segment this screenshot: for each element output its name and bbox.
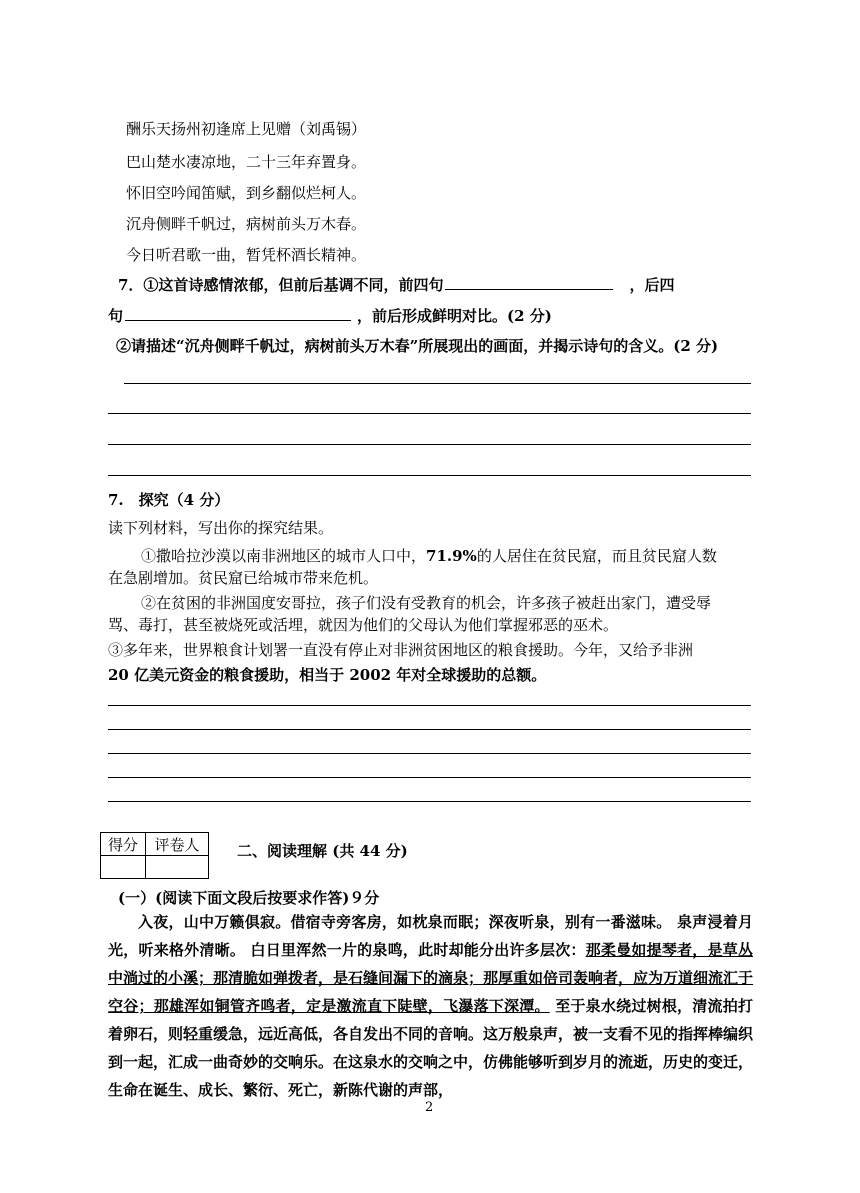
material-1 bbox=[141, 545, 717, 566]
score-cell[interactable] bbox=[101, 856, 146, 879]
answer-line[interactable] bbox=[108, 444, 751, 445]
poem-line: 沉舟侧畔千帆过，病树前头万木春。 bbox=[126, 215, 367, 233]
subsection-title: (一）(阅读下面文段后按要求作答)９分 bbox=[118, 889, 380, 907]
material-2-cont: 骂、毒打，甚至被烧死或活埋，就因为他们的父母认为他们掌握邪恶的巫术。 bbox=[108, 616, 619, 634]
material-1-cont: 在急剧增加。贫民窟已给城市带来危机。 bbox=[108, 569, 379, 587]
material-2: ②在贫困的非洲国度安哥拉，孩子们没有受教育的机会，许多孩子被赶出家门，遭受辱 bbox=[141, 594, 712, 612]
material-text: ①撒哈拉沙漠以南非洲地区的城市人口中， bbox=[141, 547, 427, 565]
passage-text: 入夜，山中万籁俱寂。借宿寺旁客房，如枕泉而眠；深夜听泉，别有一番滋味。 泉声浸着月光，听来格外清晰。 白日里浑然一片的泉鸣，此时却能分出许多层次： bbox=[108, 913, 753, 959]
reading-passage bbox=[108, 908, 753, 1104]
answer-line[interactable] bbox=[124, 383, 751, 384]
poem-line: 巴山楚水凄凉地，二十三年弃置身。 bbox=[126, 153, 367, 171]
poem-line: 今日听君歌一曲，暂凭杯酒长精神。 bbox=[126, 246, 367, 264]
material-3-cont: 20 亿美元资金的粮食援助，相当于 2002 年对全球援助的总额。 bbox=[108, 666, 547, 684]
answer-line[interactable] bbox=[108, 753, 751, 754]
passage-text: 至于泉水绕过树根，清流拍打着卵石，则轻重缓急，远近高低，各自发出不同的音响。这万般泉声，被一支看不见的指挥棒编织到一起，汇成一曲奇妙的交响乐。在这泉水的交响之中，仿佛能够听到岁月的流逝，历史的变迁，生命在诞生、成长、繁衍、死亡，新陈代谢的声部， bbox=[108, 997, 754, 1099]
answer-line[interactable] bbox=[108, 413, 751, 414]
poem-line: 怀旧空吟闻笛赋，到乡翻似烂柯人。 bbox=[126, 184, 367, 202]
question-7-line2 bbox=[108, 305, 552, 326]
answer-line[interactable] bbox=[108, 777, 751, 778]
answer-line[interactable] bbox=[108, 705, 751, 706]
inquiry-heading: 7. 探究（4 分） bbox=[108, 491, 230, 509]
material-figure: 71.9% bbox=[426, 547, 477, 565]
answer-line[interactable] bbox=[108, 729, 751, 730]
question-7-sub2: ②请描述“沉舟侧畔千帆过，病树前头万木春”所展现出的画面，并揭示诗句的含义。(2 分) bbox=[116, 337, 719, 355]
inquiry-intro: 读下列材料，写出你的探究结果。 bbox=[108, 519, 334, 537]
answer-line[interactable] bbox=[108, 475, 751, 476]
question-7-text: 句 bbox=[108, 307, 124, 325]
section-title: 二、阅读理解 (共 44 分) bbox=[237, 842, 408, 860]
answer-line[interactable] bbox=[108, 801, 751, 802]
answer-blank[interactable] bbox=[445, 275, 613, 290]
page-number: 2 bbox=[425, 1100, 434, 1115]
question-7-text: ，前后形成鲜明对比。(2 分) bbox=[357, 307, 552, 325]
poem-title: 酬乐天扬州初逢席上见赠（刘禹锡） bbox=[126, 120, 367, 138]
question-7-line1 bbox=[118, 274, 674, 295]
question-7-text: ，后四 bbox=[629, 276, 675, 294]
material-text: 的人居住在贫民窟，而且贫民窟人数 bbox=[476, 547, 717, 565]
score-header: 得分 bbox=[101, 833, 146, 856]
question-7-text: 7．①这首诗感情浓郁，但前后基调不同，前四句 bbox=[118, 276, 444, 294]
score-table bbox=[100, 832, 209, 879]
material-3: ③多年来，世界粮食计划署一直没有停止对非洲贫困地区的粮食援助。今年，又给予非洲 bbox=[108, 641, 694, 659]
grader-cell[interactable] bbox=[146, 856, 209, 879]
answer-blank[interactable] bbox=[125, 306, 351, 321]
grader-header: 评卷人 bbox=[146, 833, 209, 856]
passage-underlined: 那柔曼如提琴者，是草丛中淌过的小溪；那清脆如弹拨者，是石缝间漏下的滴泉；那厚重如倍司轰响者，应为万道细流汇于空谷；那雄浑如铜管齐鸣者，定是激流直下陡壁，飞瀑落下深潭。 bbox=[108, 941, 754, 1015]
